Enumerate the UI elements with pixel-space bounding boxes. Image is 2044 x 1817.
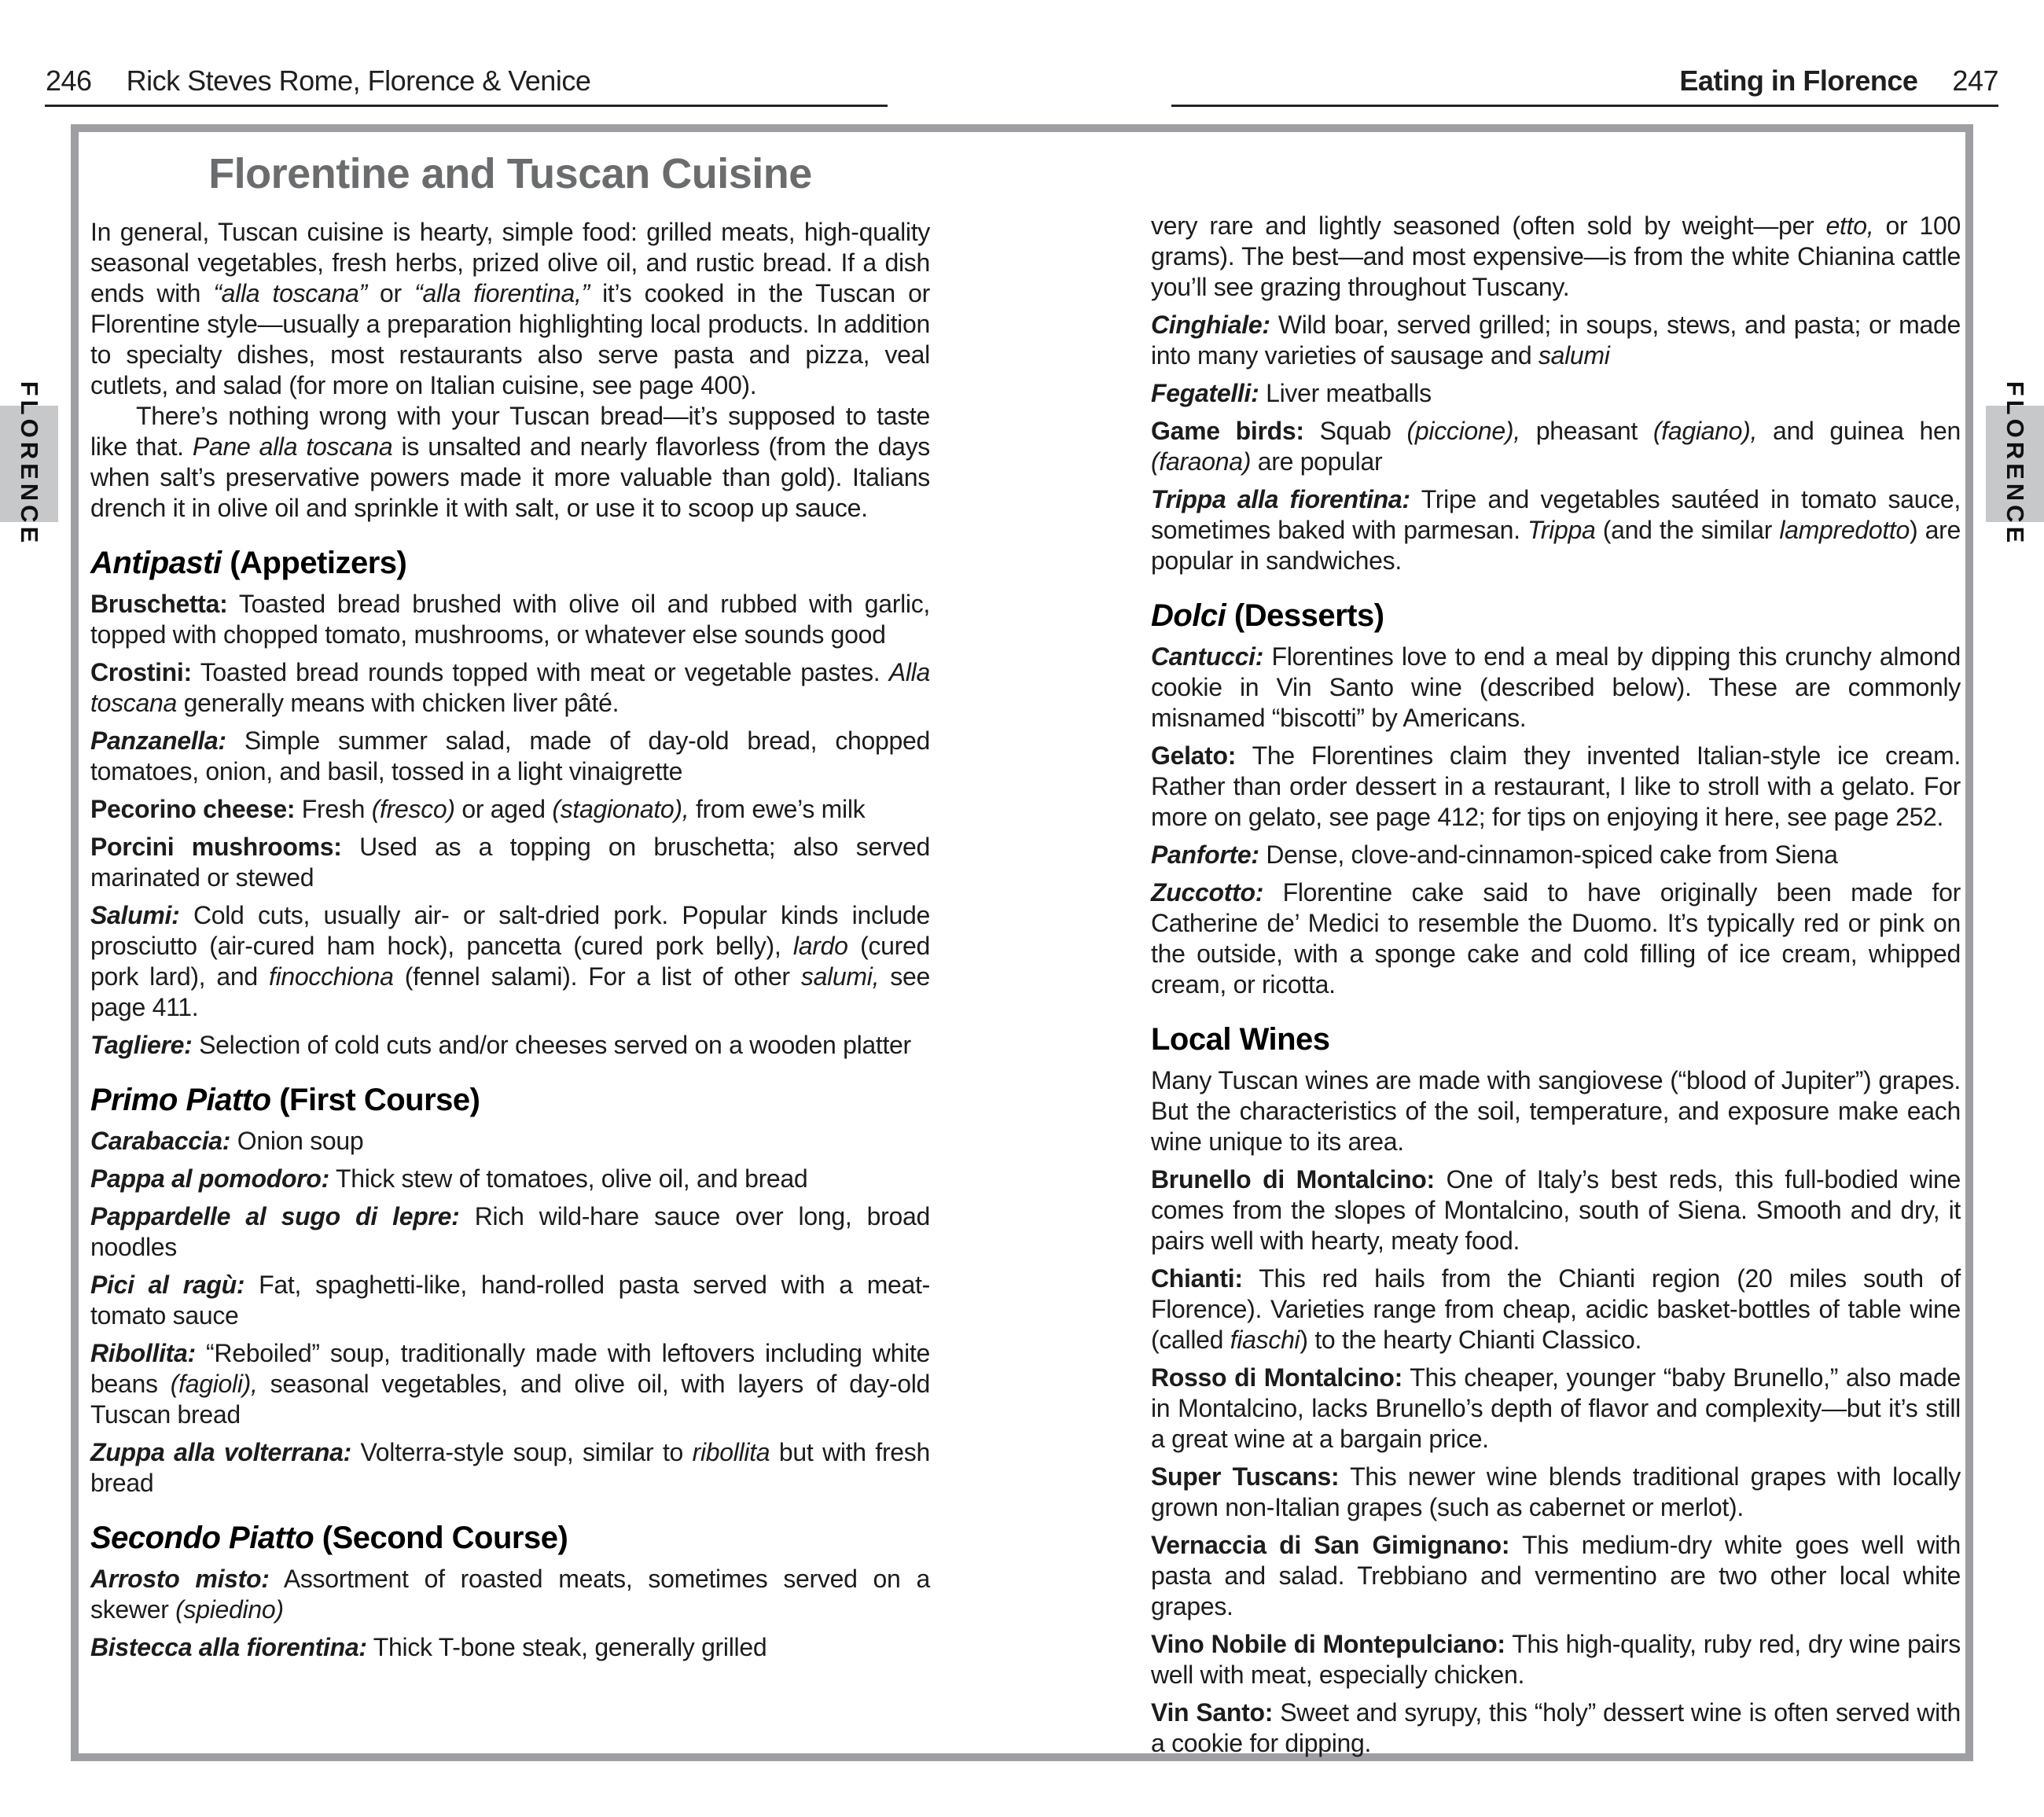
page-title: Florentine and Tuscan Cuisine: [208, 150, 812, 197]
dish-term: Zuccotto:: [1151, 878, 1264, 907]
section-heading-roman: (First Course): [270, 1083, 480, 1117]
section-heading: [1151, 598, 1961, 634]
dish-description: This red hails from the Chianti region (20 miles south of Florence). Varieties range from cheap, acidic basket-bottles of table wine (called fiaschi) to the hearty Chianti Classico.: [1151, 1264, 1961, 1354]
dish-term: Fegatelli:: [1151, 379, 1259, 407]
dish-entry: [1151, 877, 1961, 1000]
dish-description: Selection of cold cuts and/or cheeses served on a wooden platter: [199, 1031, 911, 1059]
dish-term: Brunello di Montalcino:: [1151, 1165, 1435, 1194]
continuation-paragraph: very rare and lightly seasoned (often sold by weight—per etto, or 100 grams). The best—and most expensive—is from the white Chianina cattle you’ll see grazing throughout Tuscany.: [1151, 211, 1961, 301]
page-header-left: [46, 64, 590, 97]
dish-term: Super Tuscans:: [1151, 1462, 1340, 1491]
florence-tab-right-label: FLORENCE: [2002, 381, 2029, 547]
header-rule-right: [1171, 105, 1998, 107]
florence-tab-right: [1986, 381, 2044, 547]
dish-term: Cinghiale:: [1151, 311, 1270, 339]
dish-term: Pappa al pomodoro:: [90, 1164, 329, 1193]
dish-term: Porcini mushrooms:: [90, 833, 342, 861]
dish-description: Florentines love to end a meal by dipping this crunchy almond cookie in Vin Santo wine (described below). These are commonly misnamed “biscotti” by Americans.: [1151, 642, 1961, 732]
section-dolci: [1151, 598, 1961, 1000]
dish-description: The Florentines claim they invented Italian-style ice cream. Rather than order dessert in a restaurant, I like to stroll with a gelato. For more on gelato, see page 412; for tips on enjoying it here, see page 252.: [1151, 741, 1961, 831]
dish-description: Simple summer salad, made of day-old bread, chopped tomatoes, onion, and basil, tossed in a light vinaigrette: [90, 726, 930, 785]
section-antipasti: [90, 546, 930, 1061]
dish-description: Squab (piccione), pheasant (fagiano), and guinea hen (faraona) are popular: [1151, 417, 1961, 476]
dish-term: Salumi:: [90, 901, 180, 929]
dish-description: Tripe and vegetables sautéed in tomato sauce, sometimes baked with parmesan. Trippa (and the similar lampredotto) are popular in sandwiches.: [1151, 485, 1961, 575]
dish-description: Fresh (fresco) or aged (stagionato), from ewe’s milk: [301, 795, 866, 823]
dish-entry: [90, 1338, 930, 1430]
entry-list: [1151, 310, 1961, 576]
dish-description: Wild boar, served grilled; in soups, stews, and pasta; or made into many varieties of sausage and salumi: [1151, 311, 1961, 370]
section-heading-roman: (Desserts): [1226, 598, 1384, 633]
dish-entry: [1151, 310, 1961, 371]
dish-description: Thick stew of tomatoes, olive oil, and bread: [335, 1164, 808, 1193]
dish-entry: [1151, 1462, 1961, 1523]
dish-description: This cheaper, younger “baby Brunello,” also made in Montalcino, lacks Brunello’s depth of flavor and complexity—but it’s still a great wine at a bargain price.: [1151, 1363, 1961, 1453]
dish-term: Bistecca alla fiorentina:: [90, 1633, 367, 1661]
intro-paragraph: There’s nothing wrong with your Tuscan bread—it’s supposed to taste like that. Pane alla toscana is unsalted and nearly flavorless (from the days when salt’s preservative powers made it more valuable than gold). Italians drench it in olive oil and sprinkle it with salt, or use it to scoop up sauce.: [90, 402, 930, 522]
dish-entry: [1151, 840, 1961, 870]
dish-entry: [1151, 1164, 1961, 1256]
section-heading: [90, 546, 930, 581]
section-heading-italic: Dolci: [1151, 598, 1226, 633]
dish-entry: [90, 900, 930, 1023]
dish-entry: [90, 1126, 930, 1157]
dish-term: Rosso di Montalcino:: [1151, 1363, 1402, 1392]
dish-description: Thick T-bone steak, generally grilled: [373, 1633, 767, 1661]
dish-description: Liver meatballs: [1266, 379, 1432, 407]
section-heading-italic: Antipasti: [90, 546, 222, 580]
dish-entry: [90, 1201, 930, 1263]
section-heading: Local Wines: [1151, 1022, 1330, 1057]
entry-list: [1151, 642, 1961, 1000]
dish-description: Florentine cake said to have originally been made for Catherine de’ Medici to resemble the Duomo. It’s typically red or pink on the outside, with a sponge cake and cold filling of ice cream, whipped cream, or ricotta.: [1151, 878, 1961, 999]
dish-entry: [90, 1437, 930, 1499]
dish-term: Cantucci:: [1151, 642, 1264, 671]
dish-entry: [1151, 1629, 1961, 1690]
running-head-right: Eating in Florence: [1679, 64, 1918, 97]
dish-entry: [90, 1564, 930, 1625]
dish-description: Volterra-style soup, similar to ribollita but with fresh bread: [90, 1438, 931, 1497]
page-header-right: [1679, 64, 1998, 97]
dish-term: Pappardelle al sugo di lepre:: [90, 1202, 460, 1230]
dish-description: Onion soup: [237, 1127, 364, 1155]
dish-description: Toasted bread rounds topped with meat or vegetable pastes. Alla toscana generally means with chicken liver pâté.: [90, 658, 930, 717]
dish-term: Carabaccia:: [90, 1127, 231, 1155]
running-head-left: Rick Steves Rome, Florence & Venice: [126, 64, 591, 97]
dish-description: Assortment of roasted meats, sometimes served on a skewer (spiedino): [90, 1565, 930, 1624]
dish-entry: [1151, 1530, 1961, 1622]
dish-description: Rich wild-hare sauce over long, broad noodles: [90, 1202, 930, 1261]
right-column: [1151, 211, 1961, 1759]
dish-term: Crostini:: [90, 658, 192, 686]
section-heading: [90, 1083, 930, 1118]
page-number-right: 247: [1952, 64, 1998, 97]
dish-term: Vin Santo:: [1151, 1698, 1274, 1727]
dish-description: Fat, spaghetti-like, hand-rolled pasta served with a meat-tomato sauce: [90, 1271, 931, 1330]
left-column: [90, 149, 930, 1663]
dish-term: Arrosto misto:: [90, 1565, 270, 1593]
florence-tab-left: [0, 381, 58, 547]
dish-entry: [1151, 642, 1961, 734]
header-rule-left: [45, 105, 888, 107]
dish-description: Sweet and syrupy, this “holy” dessert wine is often served with a cookie for dipping.: [1151, 1698, 1961, 1757]
dish-entry: [90, 589, 930, 650]
dish-term: Ribollita:: [90, 1339, 196, 1367]
dish-term: Vernaccia di San Gimignano:: [1151, 1531, 1510, 1559]
entry-list: [90, 1126, 930, 1499]
dish-description: One of Italy’s best reds, this full-bodied wine comes from the slopes of Montalcino, south of Siena. Smooth and dry, it pairs well with hearty, meaty food.: [1151, 1165, 1961, 1255]
dish-term: Panforte:: [1151, 840, 1259, 869]
dish-entry: [1151, 378, 1961, 409]
dish-description: Used as a topping on bruschetta; also served marinated or stewed: [90, 833, 930, 892]
dish-description: This high-quality, ruby red, dry wine pairs well with meat, especially chicken.: [1151, 1630, 1961, 1689]
dish-entry: [1151, 484, 1961, 576]
dish-entry: [1151, 741, 1961, 833]
dish-term: Pecorino cheese:: [90, 795, 296, 823]
dish-term: Bruschetta:: [90, 590, 228, 618]
dish-description: This newer wine blends traditional grapes with locally grown non-Italian grapes (such as cabernet or merlot).: [1151, 1462, 1961, 1521]
dish-entry: [1151, 416, 1961, 477]
dish-description: Cold cuts, usually air- or salt-dried pork. Popular kinds include prosciutto (air-cured ham hock), pancetta (cured pork belly), lardo (cured pork lard), and finocchiona (fennel salami). For a list of other salumi, see page 411.: [90, 901, 930, 1021]
dish-term: Panzanella:: [90, 726, 226, 755]
dish-description: “Reboiled” soup, traditionally made with leftovers including white beans (fagioli), seasonal vegetables, and olive oil, with layers of day-old Tuscan bread: [90, 1339, 931, 1429]
dish-term: Trippa alla fiorentina:: [1151, 485, 1410, 513]
dish-entry: [90, 832, 930, 893]
entry-list: [90, 589, 930, 1061]
dish-term: Gelato:: [1151, 741, 1237, 770]
dish-entry: [90, 1632, 930, 1663]
dish-term: Vino Nobile di Montepulciano:: [1151, 1630, 1505, 1658]
dish-entry: [90, 1030, 930, 1061]
dish-description: This medium-dry white goes well with pasta and salad. Trebbiano and vermentino are two other local white grapes.: [1151, 1531, 1961, 1620]
dish-entry: [1151, 1263, 1961, 1355]
section-primo-piatto: [90, 1083, 930, 1499]
intro-paragraph: In general, Tuscan cuisine is hearty, simple food: grilled meats, high-quality seasonal vegetables, fresh herbs, prized olive oil, and rustic bread. If a dish ends with “alla toscana” or “alla fiorentina,” it’s cooked in the Tuscan or Florentine style—usually a preparation highlighting local products. In addition to specialty dishes, most restaurants also serve pasta and pizza, veal cutlets, and salad (for more on Italian cuisine, see page 400).: [90, 218, 930, 399]
dish-term: Zuppa alla volterrana:: [90, 1438, 351, 1466]
section-heading-italic: Primo Piatto: [90, 1083, 271, 1117]
page-number-left: 246: [46, 64, 92, 97]
entry-list: [90, 1564, 930, 1663]
section-secondo-piatto: [90, 1521, 930, 1663]
section-heading-italic: Secondo Piatto: [90, 1521, 314, 1555]
dish-description: Toasted bread brushed with olive oil and rubbed with garlic, topped with chopped tomato, mushrooms, or whatever else sounds good: [90, 590, 930, 649]
entry-list: [1151, 1164, 1961, 1759]
dish-entry: [90, 1164, 930, 1194]
wines-intro-paragraph: Many Tuscan wines are made with sangiovese (“blood of Jupiter”) grapes. But the characteristics of the soil, temperature, and exposure make each wine unique to its area.: [1151, 1066, 1961, 1156]
section-heading-roman: (Appetizers): [221, 546, 407, 580]
dish-entry: [90, 1270, 930, 1331]
section-local-wines: [1151, 1022, 1961, 1759]
florence-tab-left-label: FLORENCE: [16, 381, 43, 547]
dish-term: Pici al ragù:: [90, 1271, 245, 1299]
section-heading: [90, 1521, 930, 1556]
dish-term: Game birds:: [1151, 417, 1304, 445]
dish-entry: [90, 657, 930, 719]
dish-entry: [90, 726, 930, 787]
dish-term: Tagliere:: [90, 1031, 193, 1059]
dish-term: Chianti:: [1151, 1264, 1243, 1293]
dish-description: Dense, clove-and-cinnamon-spiced cake from Siena: [1266, 840, 1838, 869]
section-heading-roman: (Second Course): [314, 1521, 568, 1555]
dish-entry: [90, 794, 930, 825]
dish-entry: [1151, 1363, 1961, 1455]
dish-entry: [1151, 1697, 1961, 1759]
